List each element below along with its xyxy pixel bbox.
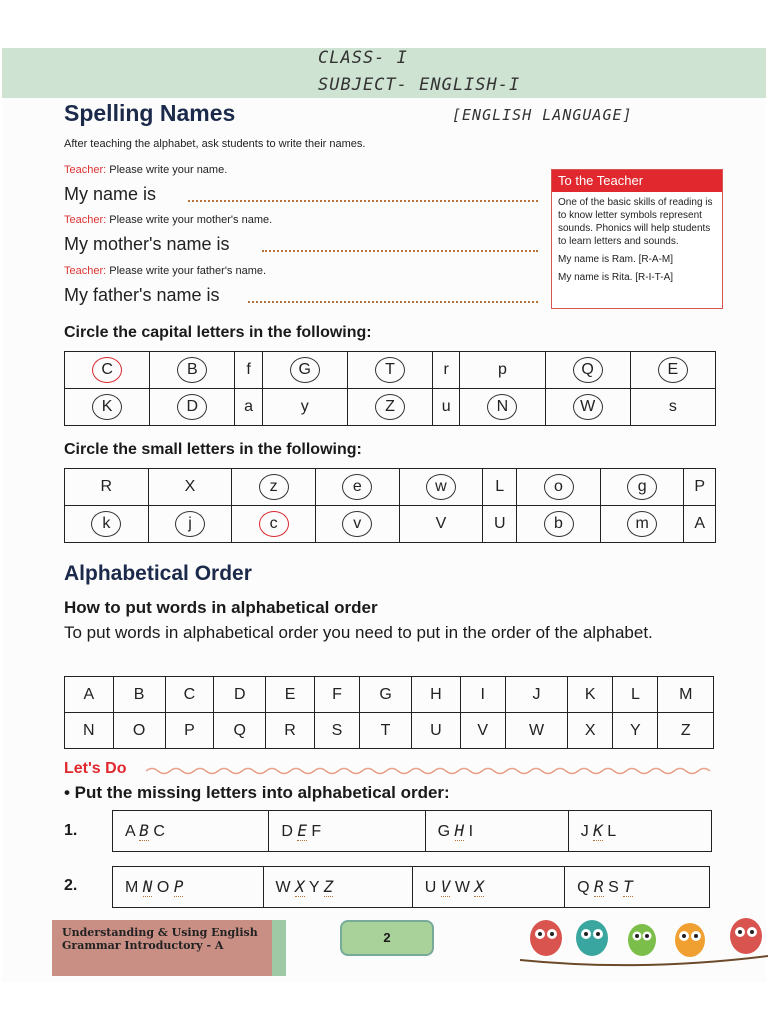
teacher-instruction-2 [64, 214, 272, 226]
small-heading: Circle the small letters in the following: [64, 441, 362, 458]
letter: R [284, 721, 296, 739]
letter-cell[interactable] [360, 713, 412, 749]
row-label-1: 1. [64, 822, 78, 839]
given-letter: D [281, 823, 298, 840]
father-line-label: My father's name is [64, 285, 220, 305]
letter: o [544, 474, 574, 500]
letter: I [480, 685, 485, 703]
letter: z [259, 474, 289, 500]
letter-cell[interactable] [600, 506, 684, 543]
owl-icon [530, 920, 562, 956]
letter: C [92, 357, 122, 383]
letter: T [375, 357, 405, 383]
letter-cell[interactable] [65, 677, 114, 713]
letter-cell[interactable] [266, 713, 315, 749]
letter-cell[interactable] [235, 389, 262, 426]
handwritten-language: [ENGLISH LANGUAGE] [452, 106, 633, 124]
letter-cell[interactable] [517, 469, 601, 506]
letter-cell[interactable] [148, 506, 232, 543]
letter: Z [375, 394, 405, 420]
letter: X [584, 721, 596, 739]
given-letter: U [424, 879, 441, 896]
letter-cell[interactable] [483, 506, 517, 543]
letter: P [694, 478, 706, 495]
owl-icon [675, 923, 705, 957]
letter-cell[interactable] [214, 713, 266, 749]
given-letter: O [152, 879, 174, 896]
letter: K [584, 685, 596, 703]
instruction-text: Please write your father's name. [109, 265, 267, 277]
teacher-label: Teacher: [64, 214, 107, 226]
small-letters-table [64, 468, 716, 543]
letter: j [175, 511, 205, 537]
letter-cell[interactable] [545, 352, 630, 389]
owls-illustration [520, 910, 768, 974]
letter-cell[interactable] [412, 677, 461, 713]
given-letter: J [580, 823, 594, 840]
letter-cell[interactable] [113, 713, 165, 749]
letter-cell[interactable] [613, 677, 658, 713]
table-row [65, 389, 716, 426]
letter: N [487, 394, 517, 420]
letter-cell[interactable] [505, 713, 567, 749]
teacher-label: Teacher: [64, 265, 107, 277]
given-letter: G [437, 823, 455, 840]
filled-letter: T [623, 877, 633, 896]
letter-cell[interactable] [314, 677, 359, 713]
filled-letter: H [454, 821, 465, 840]
letter-cell[interactable] [517, 506, 601, 543]
letter: C [183, 685, 196, 703]
teacher-label: Teacher: [64, 164, 107, 176]
book-title-line-1: Understanding & Using English [62, 926, 258, 939]
letter: P [184, 721, 195, 739]
letter: r [443, 361, 449, 378]
name-line-label: My name is [64, 184, 157, 204]
filled-letter: B [139, 821, 149, 840]
letter-cell[interactable] [460, 713, 505, 749]
answer-cell[interactable] [113, 811, 269, 852]
letter-cell[interactable] [262, 352, 347, 389]
capital-letters-table [64, 351, 716, 426]
letter-cell[interactable] [399, 469, 483, 506]
filled-letter: N [142, 877, 153, 896]
letter: N [83, 721, 95, 739]
letter: V [435, 515, 447, 532]
letter-cell[interactable] [658, 677, 714, 713]
given-letter: S [603, 879, 624, 896]
letter: X [184, 478, 196, 495]
owl-icon [576, 920, 608, 956]
letter: Y [630, 721, 641, 739]
answer-cell[interactable] [269, 811, 425, 852]
letter-cell[interactable] [165, 713, 214, 749]
spelling-title: Spelling Names [64, 100, 236, 126]
teacher-note-body: One of the basic skills of reading is to know letter symbols represent sounds. Phonics will help students to learn letters and sounds. [558, 197, 713, 247]
given-letter: C [148, 823, 165, 840]
letter-cell[interactable] [460, 352, 545, 389]
letter: p [497, 361, 507, 378]
alpha-title: Alphabetical Order [64, 562, 252, 585]
answer-cell[interactable] [565, 867, 710, 908]
father-answer-line[interactable] [248, 301, 538, 303]
filled-letter: P [173, 877, 184, 896]
table-row [65, 713, 714, 749]
letter-cell[interactable] [568, 713, 613, 749]
given-letter: L [602, 823, 617, 840]
letter-cell[interactable] [460, 677, 505, 713]
letter: Z [680, 721, 691, 739]
letter: B [133, 685, 145, 703]
letter-cell[interactable] [65, 389, 150, 426]
letter: s [668, 398, 677, 415]
letter-cell[interactable] [684, 506, 716, 543]
filled-letter: X [474, 877, 485, 896]
letter-cell[interactable] [235, 352, 262, 389]
wavy-divider [146, 766, 712, 776]
teacher-instruction-3 [64, 265, 266, 277]
answer-cell[interactable] [425, 811, 568, 852]
filled-letter: R [593, 877, 604, 896]
alphabet-table [64, 676, 714, 749]
letter: w [426, 474, 456, 500]
letter: Q [573, 357, 603, 383]
letter-cell[interactable] [613, 713, 658, 749]
letter: c [259, 511, 289, 537]
table-row [65, 352, 716, 389]
letter-cell[interactable] [65, 713, 114, 749]
table-row [113, 867, 710, 908]
teacher-instruction-1 [64, 164, 227, 176]
letter-cell[interactable] [630, 352, 715, 389]
given-letter: M [125, 879, 143, 896]
letter: J [532, 685, 541, 703]
letter: G [290, 357, 320, 383]
table-row [65, 469, 716, 506]
spelling-subtitle: After teaching the alphabet, ask students to write their names. [64, 138, 366, 150]
letter: T [380, 721, 391, 739]
letter-cell[interactable] [483, 469, 517, 506]
letter: S [331, 721, 343, 739]
answer-cell[interactable] [568, 811, 711, 852]
filled-letter: Z [323, 877, 334, 896]
teacher-note-box [551, 169, 723, 309]
letter-cell[interactable] [65, 352, 150, 389]
letter-cell[interactable] [347, 352, 432, 389]
letter-cell[interactable] [65, 506, 149, 543]
answer-cell[interactable] [113, 867, 264, 908]
footer-green-strip [272, 920, 286, 976]
letter-cell[interactable] [165, 677, 214, 713]
letter: f [246, 361, 251, 378]
instruction-text: Please write your mother's name. [109, 214, 273, 226]
letter: K [92, 394, 122, 420]
letter-cell[interactable] [684, 469, 716, 506]
letter: m [627, 511, 657, 537]
letter-cell[interactable] [460, 389, 545, 426]
filled-letter: E [297, 821, 307, 840]
letter: L [630, 685, 640, 703]
lets-do-label: Let's Do [64, 760, 127, 777]
letter: M [679, 685, 693, 703]
letter: y [300, 398, 309, 415]
letter: W [573, 394, 603, 420]
letter: A [694, 515, 706, 532]
letter: R [100, 478, 113, 495]
teacher-note-example-1: My name is Ram. [R-A-M] [558, 254, 674, 265]
letter-cell[interactable] [262, 389, 347, 426]
row-label-2: 2. [64, 877, 78, 894]
filled-letter: K [593, 821, 603, 840]
letter-cell[interactable] [232, 469, 316, 506]
letter: D [177, 394, 207, 420]
letter: U [430, 721, 442, 739]
answer-cell[interactable] [263, 867, 412, 908]
letter-cell[interactable] [150, 352, 235, 389]
teacher-note-title: To the Teacher [552, 170, 722, 192]
handwritten-class: CLASS- I [318, 48, 408, 68]
filled-letter: V [440, 877, 451, 896]
letter: D [233, 685, 246, 703]
book-title-banner [52, 920, 272, 976]
letter: u [441, 398, 451, 415]
given-letter: W [450, 879, 475, 896]
letter-cell[interactable] [630, 389, 715, 426]
letter-cell[interactable] [113, 677, 165, 713]
letter-cell[interactable] [347, 389, 432, 426]
letter-cell[interactable] [545, 389, 630, 426]
alpha-subheading: How to put words in alphabetical order [64, 598, 378, 617]
letter-cell[interactable] [314, 713, 359, 749]
letter: E [658, 357, 688, 383]
table-row [113, 811, 712, 852]
letter: E [284, 685, 296, 703]
missing-letters-instruction: • Put the missing letters into alphabetical order: [64, 783, 450, 802]
letter: H [430, 685, 442, 703]
book-title-line-2: Grammar Introductory - A [62, 939, 224, 952]
letter: b [544, 511, 574, 537]
missing-letters-row-2 [112, 866, 710, 908]
letter-cell[interactable] [150, 389, 235, 426]
letter-cell[interactable] [232, 506, 316, 543]
letter-cell[interactable] [315, 469, 399, 506]
page-number: 2 [340, 920, 434, 956]
mother-answer-line[interactable] [262, 250, 538, 252]
filled-letter: X [295, 877, 305, 896]
letter: U [493, 515, 506, 532]
teacher-note-example-2: My name is Rita. [R-I-T-A] [558, 272, 674, 283]
letter-cell[interactable] [600, 469, 684, 506]
capital-heading: Circle the capital letters in the following: [64, 324, 372, 341]
given-letter: A [125, 823, 140, 840]
name-answer-line[interactable] [188, 200, 538, 202]
letter: B [177, 357, 207, 383]
given-letter: W [275, 879, 296, 896]
table-row [65, 506, 716, 543]
letter: k [91, 511, 121, 537]
letter: v [342, 511, 372, 537]
letter-cell[interactable] [315, 506, 399, 543]
letter-cell[interactable] [505, 677, 567, 713]
letter: a [244, 398, 253, 415]
letter-cell[interactable] [433, 352, 460, 389]
given-letter: F [306, 823, 322, 840]
letter: W [528, 721, 545, 739]
missing-letters-row-1 [112, 810, 712, 852]
table-row [65, 677, 714, 713]
letter: L [495, 478, 505, 495]
letter: G [379, 685, 392, 703]
letter-cell[interactable] [412, 713, 461, 749]
letter-cell[interactable] [658, 713, 714, 749]
letter: A [83, 685, 95, 703]
letter-cell[interactable] [214, 677, 266, 713]
given-letter: I [464, 823, 474, 840]
letter-cell[interactable] [266, 677, 315, 713]
letter: V [477, 721, 489, 739]
letter-cell[interactable] [433, 389, 460, 426]
owl-icon [730, 918, 762, 954]
alpha-paragraph: To put words in alphabetical order you need to put in the order of the alphabet. [64, 623, 653, 642]
letter-cell[interactable] [65, 469, 149, 506]
letter: Q [233, 721, 246, 739]
letter-cell[interactable] [148, 469, 232, 506]
instruction-text: Please write your name. [109, 164, 228, 176]
letter-cell[interactable] [360, 677, 412, 713]
given-letter: Y [304, 879, 324, 896]
answer-cell[interactable] [412, 867, 564, 908]
owl-icon [628, 924, 656, 956]
letter-cell[interactable] [568, 677, 613, 713]
letter: O [132, 721, 146, 739]
letter-cell[interactable] [399, 506, 483, 543]
letter: e [342, 474, 372, 500]
letter: F [332, 685, 342, 703]
letter: g [627, 474, 657, 500]
handwritten-subject: SUBJECT- ENGLISH-I [318, 75, 521, 95]
given-letter: Q [577, 879, 594, 896]
mother-line-label: My mother's name is [64, 234, 230, 254]
